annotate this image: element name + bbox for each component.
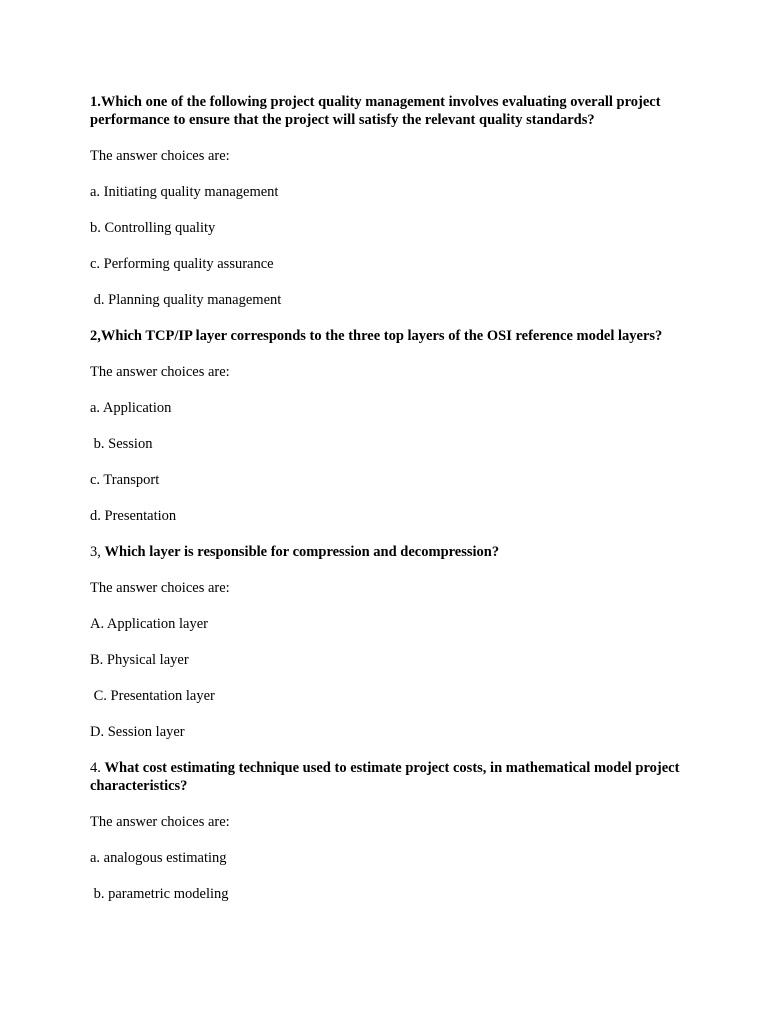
question-1: [90, 93, 680, 129]
answer-choice: b. parametric modeling: [90, 886, 229, 902]
question-text: 1.Which one of the following project quality management involves evaluating overall project performance to ensure that the project will satisfy the relevant quality standards?: [90, 94, 661, 128]
question-3: [90, 543, 680, 561]
question-text: What cost estimating technique used to estimate project costs, in mathematical model project characteristics?: [90, 760, 680, 794]
answer-choice: d. Planning quality management: [90, 292, 282, 308]
question-prefix: 4.: [90, 760, 105, 776]
answer-choice: D. Session layer: [90, 724, 185, 740]
answer-choice: b. Controlling quality: [90, 220, 216, 236]
answer-intro: The answer choices are:: [90, 580, 230, 596]
answer-choice: b. Session: [90, 436, 153, 452]
answer-choice: B. Physical layer: [90, 652, 189, 668]
answer-choice: C. Presentation layer: [90, 688, 215, 704]
question-text: 2,Which TCP/IP layer corresponds to the three top layers of the OSI reference model layers?: [90, 328, 663, 344]
answer-choice: A. Application layer: [90, 616, 208, 632]
document-page: [90, 93, 680, 921]
answer-choice: a. Application: [90, 400, 172, 416]
question-prefix: 3,: [90, 544, 105, 560]
answer-intro: The answer choices are:: [90, 364, 230, 380]
answer-intro: The answer choices are:: [90, 148, 230, 164]
answer-choice: c. Transport: [90, 472, 160, 488]
answer-choice: c. Performing quality assurance: [90, 256, 274, 272]
question-2: [90, 327, 680, 345]
answer-intro: The answer choices are:: [90, 814, 230, 830]
answer-choice: d. Presentation: [90, 508, 177, 524]
question-text: Which layer is responsible for compression and decompression?: [104, 544, 500, 560]
question-4: [90, 759, 680, 795]
answer-choice: a. Initiating quality management: [90, 184, 279, 200]
answer-choice: a. analogous estimating: [90, 850, 227, 866]
